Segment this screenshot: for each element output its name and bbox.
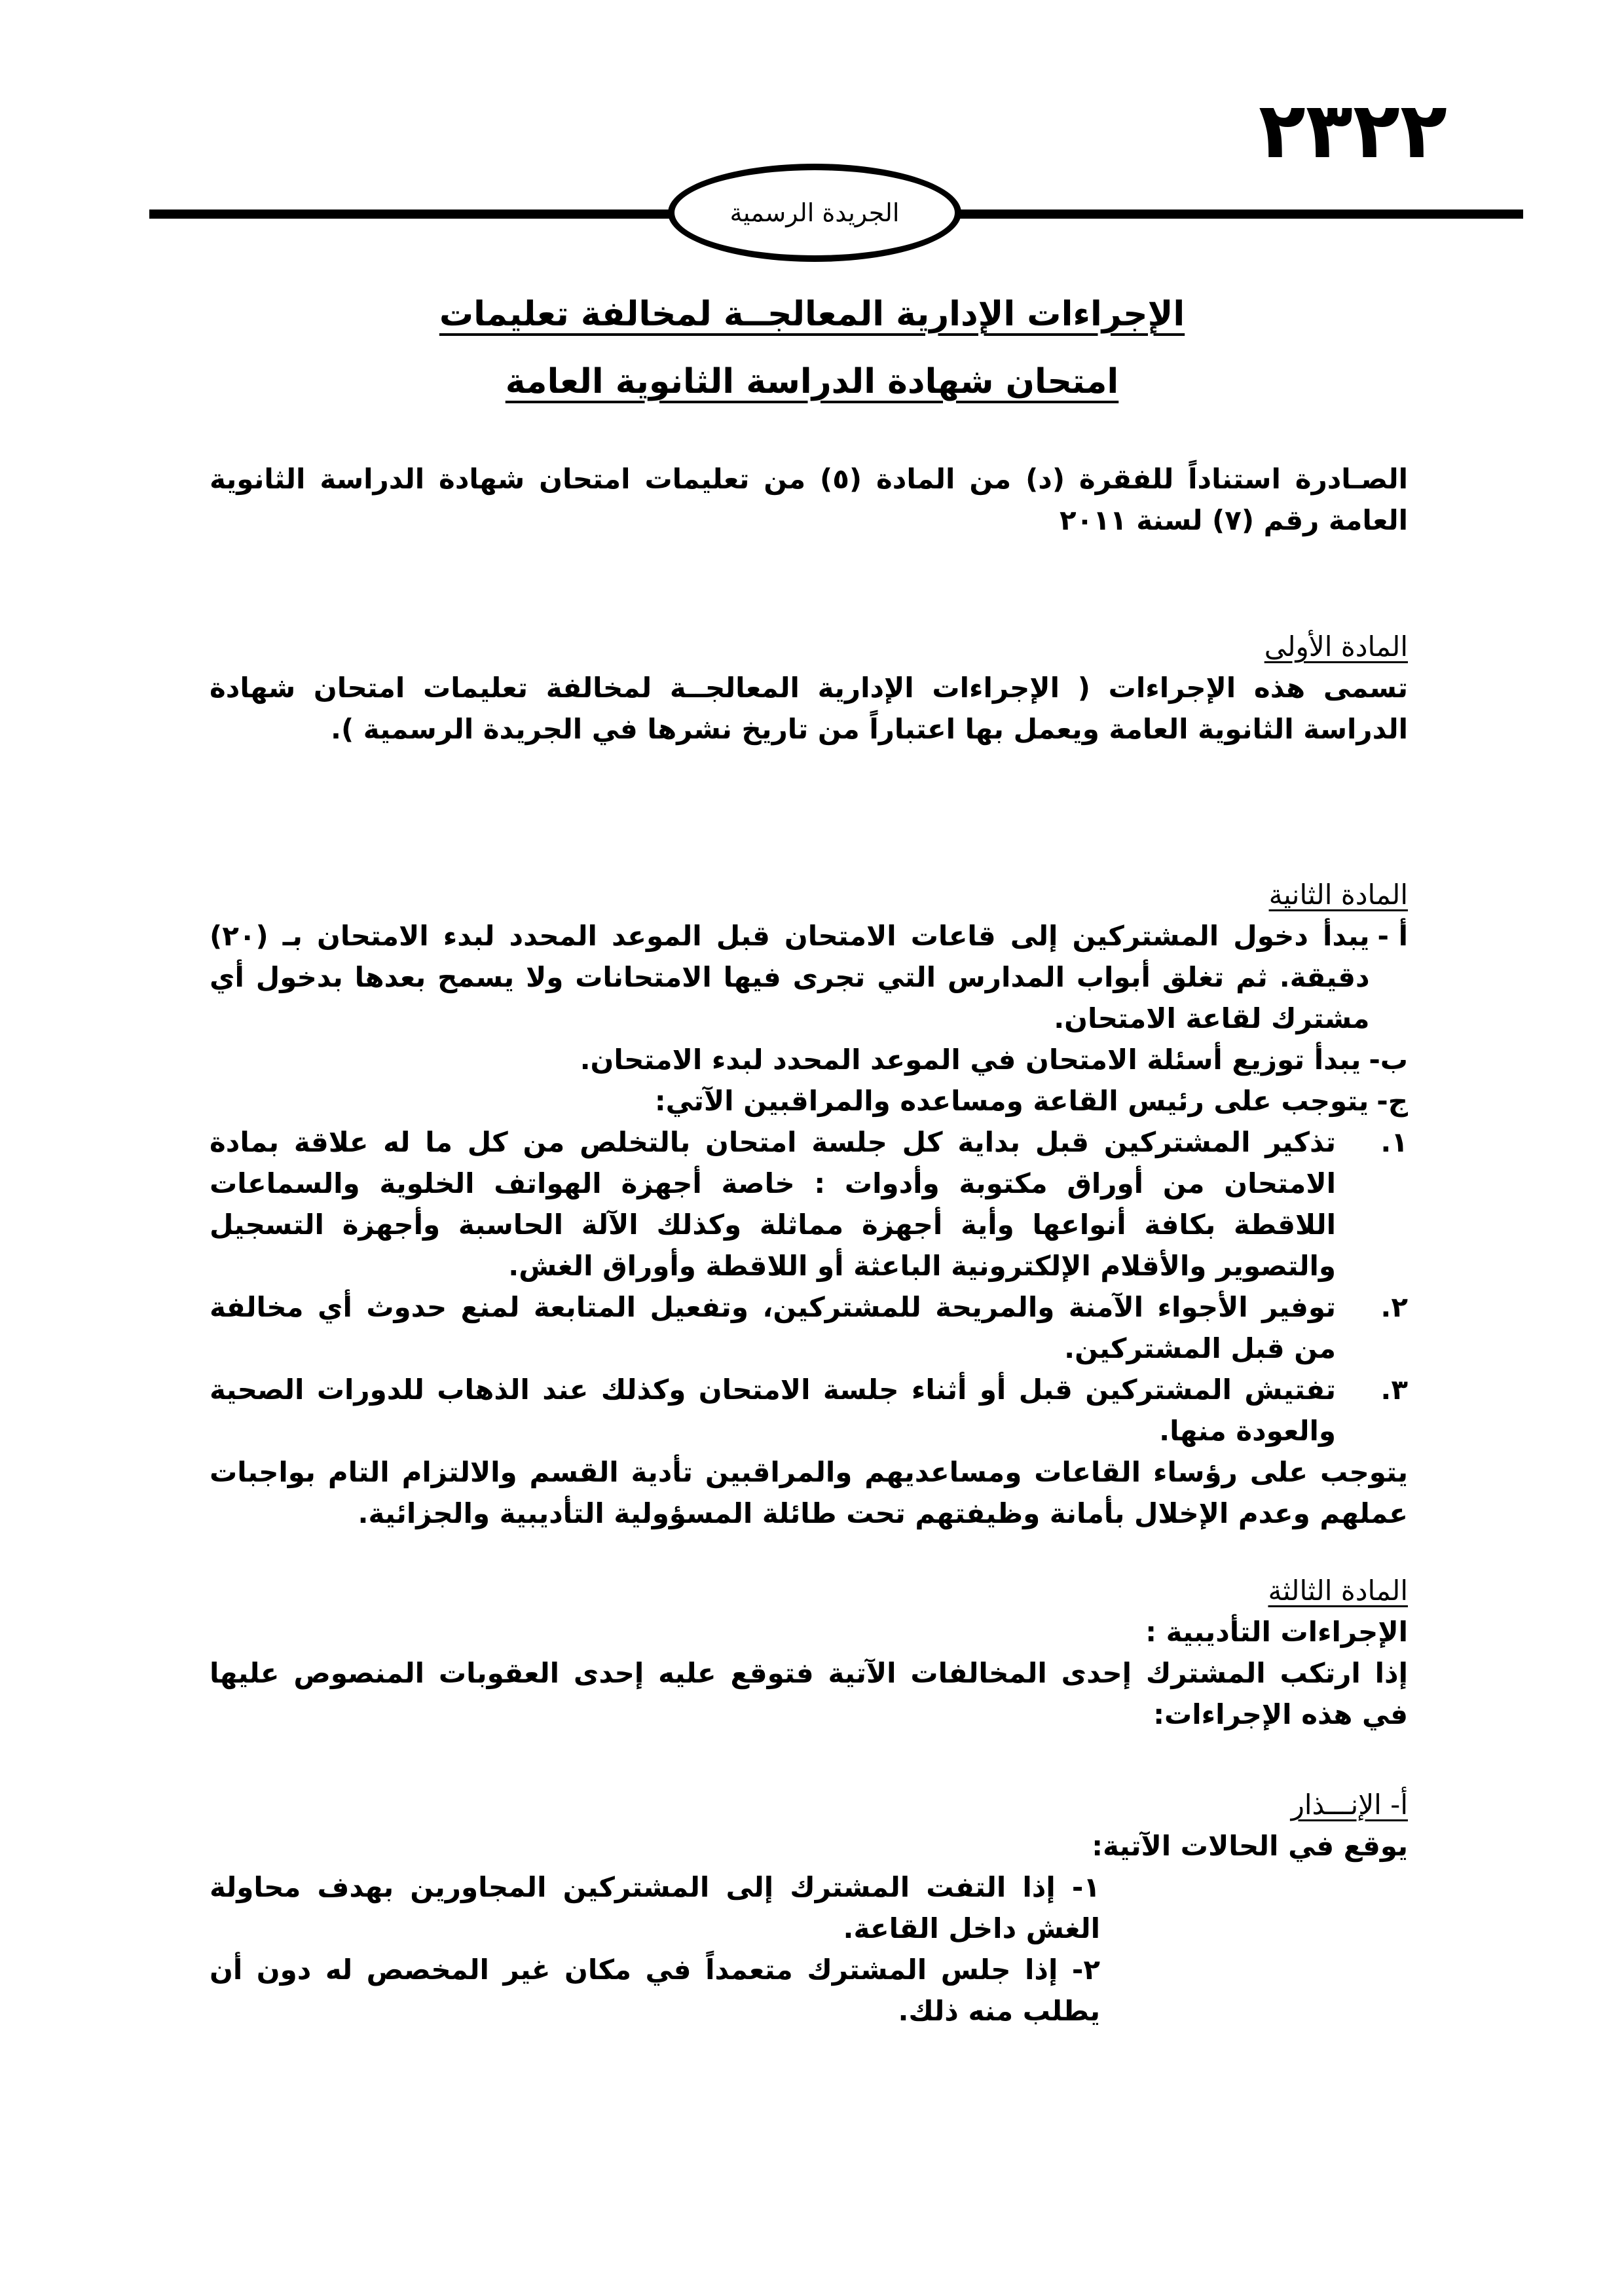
warning-case-1: ١- إذا التفت المشترك إلى المشتركين المجاورين بهدف محاولة الغش داخل القاعة.	[210, 1871, 1100, 1944]
item-label: ج-	[1376, 1085, 1408, 1117]
article-1	[210, 626, 1408, 750]
article-2-item-c	[210, 1080, 1408, 1121]
article-3-text: إذا ارتكب المشترك إحدى المخالفات الآتية فتوقع عليه إحدى العقوبات المنصوص عليها في هذه الإجراءات:	[210, 1657, 1408, 1730]
article-2	[210, 874, 1408, 1534]
warning-heading: أ- الإنـــذار	[1291, 1789, 1408, 1821]
article-2-closing: يتوجب على رؤساء القاعات ومساعديهم والمراقبين تأدية القسم والالتزام التام بواجبات عملهم وعدم الإخلال بأمانة وظيفتهم تحت طائلة المسؤولية التأديبية والجزائية.	[210, 1456, 1408, 1529]
article-2-item-b	[210, 1039, 1408, 1080]
warning-case-2: ٢- إذا جلس المشترك متعمداً في مكان غير المخصص له دون أن يطلب منه ذلك.	[210, 1954, 1100, 2027]
item-text: توفير الأجواء الآمنة والمريحة للمشتركين، وتفعيل المتابعة لمنع حدوث أي مخالفة من قبل المشتركين.	[210, 1291, 1336, 1364]
article-2-heading: المادة الثانية	[1268, 879, 1408, 911]
article-2-item-a	[210, 915, 1408, 1039]
article-1-text: تسمى هذه الإجراءات ( الإجراءات الإدارية المعالجــة لمخالفة تعليمات امتحان شهادة الدراسة الثانوية العامة ويعمل بها اعتباراً من تاريخ نشرها في الجريدة الرسمية ).	[210, 672, 1408, 745]
article-1-heading: المادة الأولى	[1264, 630, 1408, 663]
item-text: يبدأ توزيع أسئلة الامتحان في الموعد المحدد لبدء الامتحان.	[580, 1044, 1361, 1076]
item-number: ٢.	[1380, 1291, 1408, 1323]
article-3-subheading: الإجراءات التأديبية :	[1145, 1616, 1408, 1648]
document-body	[210, 458, 1408, 2032]
item-label: ب-	[1369, 1044, 1408, 1076]
item-text: تذكير المشتركين قبل بداية كل جلسة امتحان بالتخلص من كل ما له علاقة بمادة الامتحان من أوراق مكتوبة وأدوات : خاصة أجهزة الهواتف الخلوية والسماعات اللاقطة بكافة أنواعها وأية أجهزة مماثلة وكذلك الآلة الحاسبة وأجهزة التسجيل والتصوير والأقلام الإلكترونية الباعثة أو اللاقطة وأوراق الغش.	[210, 1126, 1336, 1282]
item-number: ١.	[1380, 1126, 1408, 1158]
item-text: تفتيش المشتركين قبل أو أثناء جلسة الامتحان وكذلك عند الذهاب للدورات الصحية والعودة منها.	[210, 1374, 1336, 1447]
page-number: ٢٣٢٢	[1258, 85, 1447, 175]
article-3	[210, 1570, 1408, 2032]
item-number: ٣.	[1380, 1374, 1408, 1406]
article-2-numbered-item-3	[210, 1369, 1408, 1451]
article-3-heading: المادة الثالثة	[1268, 1575, 1408, 1607]
header-oval	[668, 164, 961, 262]
document-title-line-2: امتحان شهادة الدراسة الثانوية العامة	[505, 362, 1119, 401]
newspaper-name: الجريدة الرسمية	[729, 198, 900, 227]
article-2-numbered-item-1	[210, 1121, 1408, 1286]
item-label: أ -	[1377, 920, 1408, 952]
document-title-line-1: الإجراءات الإدارية المعالجــة لمخالفة تعليمات	[439, 295, 1185, 334]
item-text: يتوجب على رئيس القاعة ومساعده والمراقبين الآتي:	[654, 1085, 1369, 1117]
article-2-numbered-item-2	[210, 1286, 1408, 1369]
item-text: يبدأ دخول المشتركين إلى قاعات الامتحان قبل الموعد المحدد لبدء الامتحان بـ (٢٠) دقيقة. ثم تغلق أبواب المدارس التي تجرى فيها الامتحانات ولا يسمح بعدها بدخول أي مشترك لقاعة الامتحان.	[210, 920, 1370, 1034]
intro-paragraph: الصـادرة استناداً للفقرة (د) من المادة (٥) من تعليمات امتحان شهادة الدراسة الثانوية العامة رقم (٧) لسنة ٢٠١١	[210, 463, 1408, 536]
warning-intro: يوقع في الحالات الآتية:	[1092, 1830, 1408, 1862]
